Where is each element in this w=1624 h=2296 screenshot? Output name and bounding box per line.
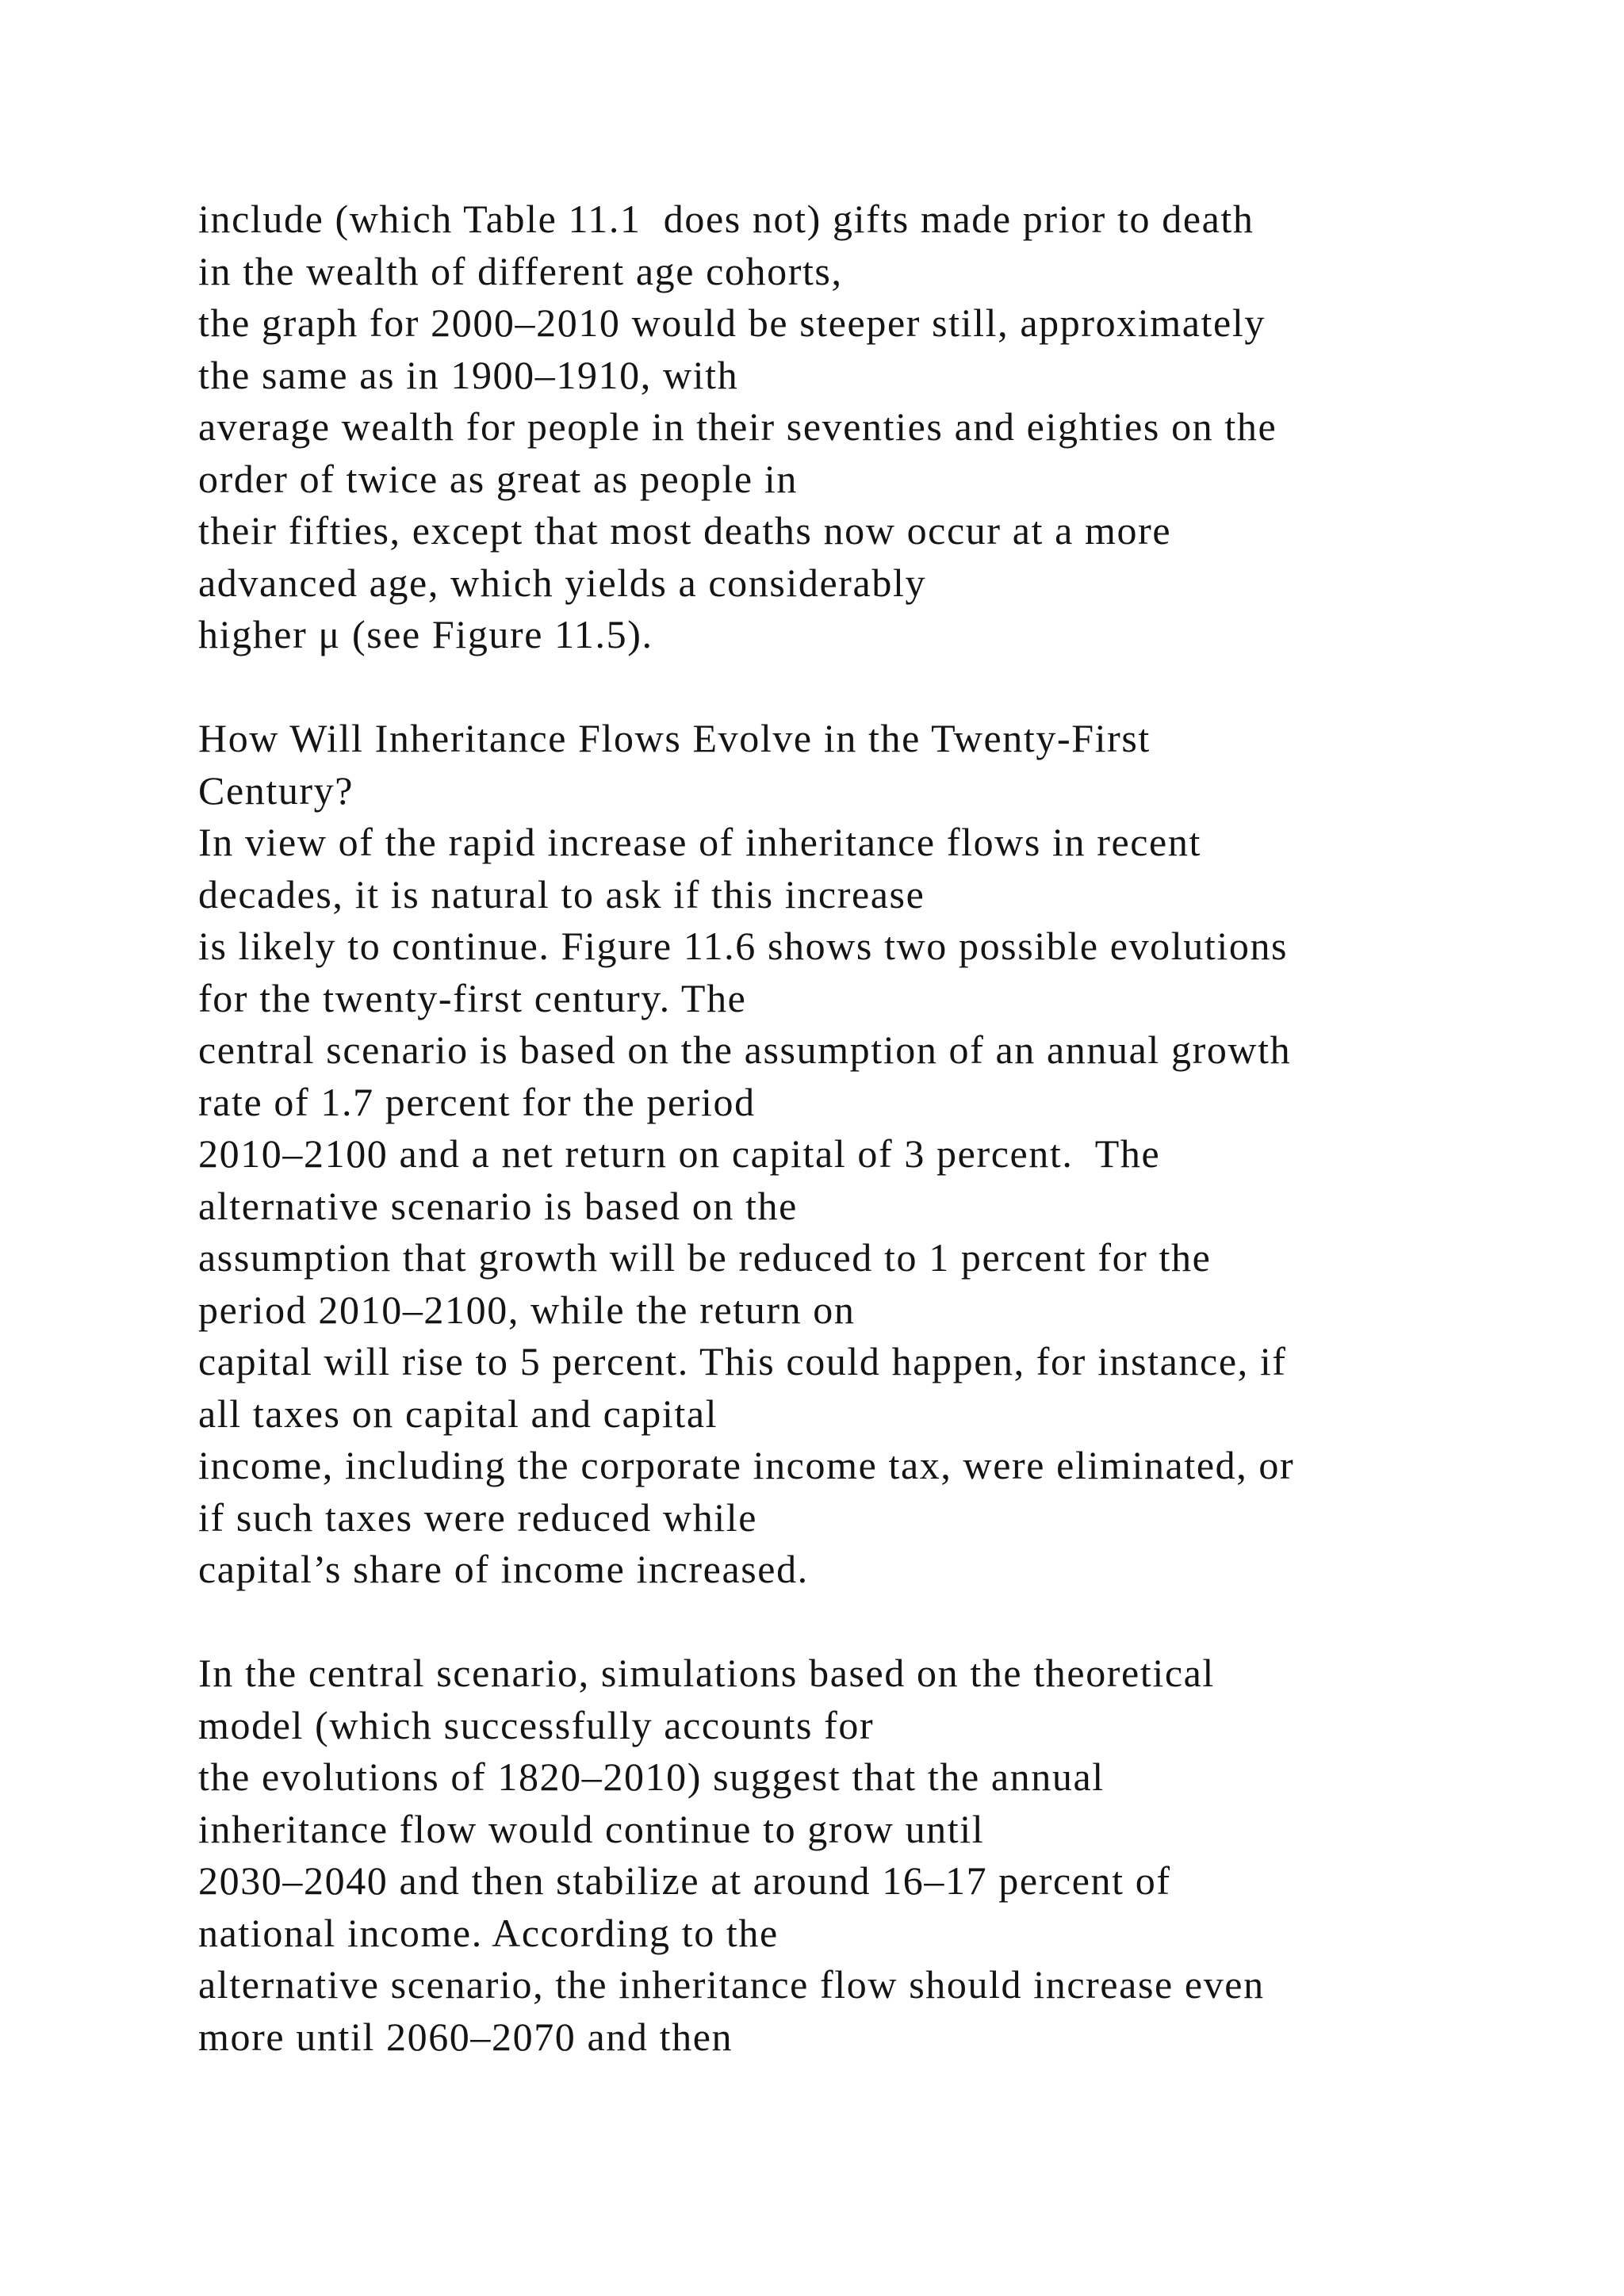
- text-line: 2010–2100 and a net return on capital of 3 percent. The: [198, 1131, 1161, 1176]
- text-line: rate of 1.7 percent for the period: [198, 1079, 756, 1124]
- text-line: capital’s share of income increased.: [198, 1547, 809, 1591]
- text-line: if such taxes were reduced while: [198, 1494, 758, 1540]
- text-line: decades, it is natural to ask if this increase: [198, 871, 925, 916]
- text-line: period 2010–2100, while the return on: [198, 1287, 856, 1332]
- text-line: assumption that growth will be reduced to 1 percent for the: [198, 1235, 1212, 1280]
- text-line: national income. According to the: [198, 1910, 779, 1955]
- text-line: alternative scenario is based on the: [198, 1183, 798, 1228]
- paragraph-3: [198, 1647, 1546, 2063]
- text-line: inheritance flow would continue to grow until: [198, 1806, 985, 1851]
- text-line: is likely to continue. Figure 11.6 shows two possible evolutions: [198, 924, 1289, 968]
- text-line: for the twenty-first century. The: [198, 975, 747, 1020]
- text-line: order of twice as great as people in: [198, 456, 798, 501]
- text-line: In view of the rapid increase of inheritance flows in recent: [198, 820, 1201, 864]
- text-line: 2030–2040 and then stabilize at around 16–17 percent of: [198, 1858, 1171, 1903]
- paragraph-gap: [198, 661, 1546, 714]
- paragraph-1: [198, 193, 1546, 661]
- text-line: their fifties, except that most deaths now occur at a more: [198, 508, 1172, 553]
- text-line: model (which successfully accounts for: [198, 1702, 875, 1747]
- text-line: capital will rise to 5 percent. This could happen, for instance, if: [198, 1339, 1287, 1383]
- text-line: central scenario is based on the assumption of an annual growth: [198, 1027, 1292, 1072]
- section-heading-line: How Will Inheritance Flows Evolve in the Twenty-First: [198, 716, 1151, 760]
- text-line: average wealth for people in their seventies and eighties on the: [198, 404, 1277, 449]
- text-line: in the wealth of different age cohorts,: [198, 248, 843, 293]
- text-line: all taxes on capital and capital: [198, 1391, 718, 1436]
- text-line: the graph for 2000–2010 would be steeper still, approximately: [198, 300, 1266, 345]
- section-heading-line: Century?: [198, 767, 354, 813]
- paragraph-2: [198, 713, 1546, 1596]
- text-line: advanced age, which yields a considerably: [198, 560, 927, 605]
- document-page: [198, 193, 1546, 2063]
- text-line: the evolutions of 1820–2010) suggest that the annual: [198, 1755, 1105, 1799]
- text-line: In the central scenario, simulations based on the theoretical: [198, 1651, 1215, 1695]
- text-line: higher μ (see Figure 11.5).: [198, 612, 653, 656]
- text-line: the same as in 1900–1910, with: [198, 352, 739, 397]
- text-line: alternative scenario, the inheritance flow should increase even: [198, 1962, 1265, 2007]
- text-line: include (which Table 11.1 does not) gifts made prior to death: [198, 197, 1254, 241]
- paragraph-gap: [198, 1596, 1546, 1648]
- text-line: more until 2060–2070 and then: [198, 2014, 733, 2059]
- text-line: income, including the corporate income tax, were eliminated, or: [198, 1443, 1295, 1487]
